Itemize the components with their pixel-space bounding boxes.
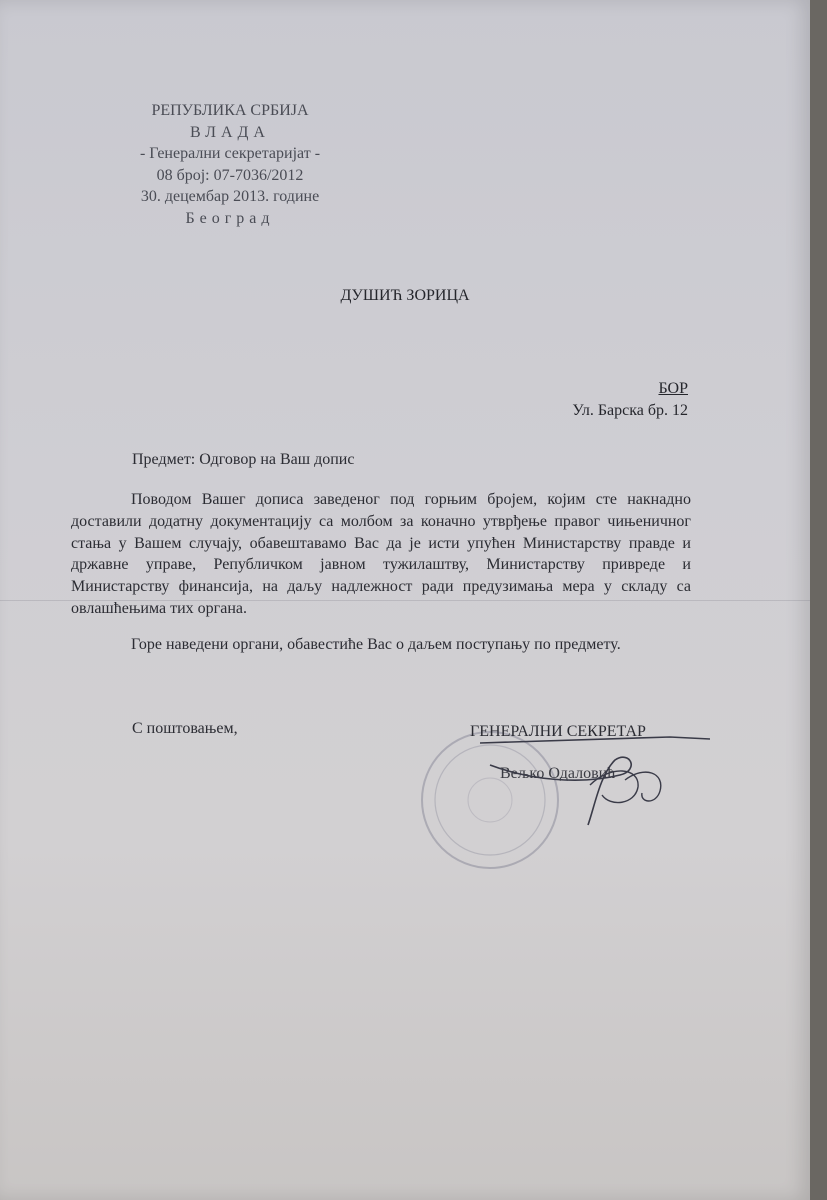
signer-title: ГЕНЕРАЛНИ СЕКРЕТАР [470,723,646,740]
letterhead-date: 30. децембар 2013. године [140,188,320,205]
letterhead-government: ВЛАДА [190,123,270,141]
handwritten-signature [470,725,710,835]
letterhead-reference-number: 08 број: 07-7036/2012 [156,166,304,184]
body-paragraph-1: Поводом Вашег дописа заведеног под горњим бројем, којим сте накнадно доставили додатну документацију са молбом за коначно утврђење правог чињеничног стања у Вашем случају, обавештавамо Вас да је исти упућен Министарству правде и државне управе, Републичком јавном тужилаштву, Министарству привреде и Министарству финансија, на даљу надлежност ради предузимања мера у складу са овлашћењима тих органа. [71,491,691,617]
letter-subject: Предмет: Одговор на Ваш допис [132,451,355,468]
recipient-name: ДУШИЋ ЗОРИЦА [340,287,470,304]
recipient-city: БОР [658,380,688,397]
body-paragraph-2: Горе наведени органи, обавестиће Вас о даљем поступању по предмету. [131,635,621,653]
letterhead-city: Београд [185,209,275,227]
letterhead-department: - Генерални секретаријат - [139,145,321,162]
recipient-address [572,378,688,421]
letter-closing: С поштовањем, [132,720,238,737]
letterhead [80,100,380,229]
letter-body [71,489,691,656]
recipient-street: Ул. Барска бр. 12 [572,401,688,419]
letterhead-country: РЕПУБЛИКА СРБИЈА [151,102,309,119]
signer-name: Вељко Одаловић [500,765,616,782]
